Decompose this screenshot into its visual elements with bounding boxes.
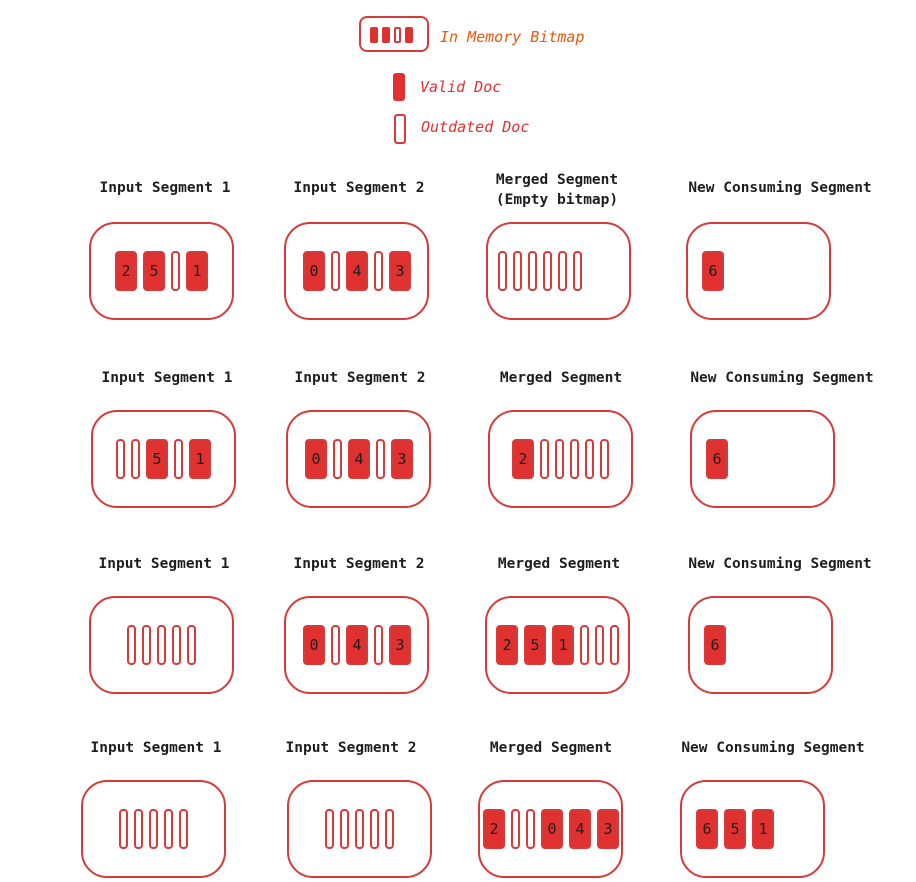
segment-box xyxy=(486,222,631,320)
valid-doc xyxy=(346,251,368,291)
doc-id-label: 4 xyxy=(575,820,585,838)
doc-id-label: 6 xyxy=(712,450,722,468)
outdated-doc xyxy=(595,625,604,665)
segment-title: Input Segment 2 xyxy=(293,180,425,196)
outdated-doc xyxy=(127,625,136,665)
valid-doc xyxy=(189,439,211,479)
segment-box xyxy=(478,780,623,878)
segment-box xyxy=(690,410,835,508)
segment-title: Input Segment 2 xyxy=(294,370,426,386)
segment-title: Merged Segment xyxy=(497,556,621,572)
doc-id-label: 0 xyxy=(309,636,319,654)
doc-id-label: 0 xyxy=(311,450,321,468)
doc-id-label: 2 xyxy=(489,820,499,838)
valid-doc xyxy=(541,809,563,849)
valid-doc xyxy=(552,625,574,665)
doc-id-label: 1 xyxy=(195,450,205,468)
valid-doc xyxy=(496,625,518,665)
doc-id-label: 3 xyxy=(395,636,405,654)
doc-id-label: 2 xyxy=(502,636,512,654)
outdated-doc xyxy=(374,251,383,291)
segment-title: Input Segment 1 xyxy=(99,180,231,196)
valid-doc xyxy=(346,625,368,665)
doc-id-label: 4 xyxy=(352,636,362,654)
outdated-doc xyxy=(331,251,340,291)
segment-box xyxy=(284,222,429,320)
doc-id-label: 2 xyxy=(518,450,528,468)
valid-doc xyxy=(305,439,327,479)
segment-box xyxy=(488,410,633,508)
outdated-doc xyxy=(558,251,567,291)
outdated-doc xyxy=(187,625,196,665)
outdated-doc xyxy=(376,439,385,479)
legend-in-memory-bitmap: In Memory Bitmap xyxy=(440,28,585,46)
segment-box xyxy=(89,596,234,694)
outdated-doc xyxy=(157,625,166,665)
outdated-doc xyxy=(325,809,334,849)
valid-doc xyxy=(146,439,168,479)
segment-box xyxy=(284,596,429,694)
valid-doc xyxy=(696,809,718,849)
outdated-doc xyxy=(333,439,342,479)
segment-box xyxy=(287,780,432,878)
doc-id-label: 4 xyxy=(352,262,362,280)
segment-title: Input Segment 2 xyxy=(293,556,425,572)
outdated-doc xyxy=(142,625,151,665)
segment-title: New Consuming Segment xyxy=(690,370,874,386)
valid-doc xyxy=(524,625,546,665)
doc-id-label: 6 xyxy=(708,262,718,280)
doc-id-label: 5 xyxy=(149,262,159,280)
legend-outdated-doc: Outdated Doc xyxy=(421,118,530,136)
outdated-doc xyxy=(164,809,173,849)
doc-id-label: 6 xyxy=(702,820,712,838)
outdated-doc xyxy=(513,251,522,291)
doc-id-label: 3 xyxy=(395,262,405,280)
outdated-doc xyxy=(498,251,507,291)
segment-title: New Consuming Segment xyxy=(681,740,865,756)
valid-doc xyxy=(752,809,774,849)
segment-title: Input Segment 1 xyxy=(101,370,233,386)
valid-doc xyxy=(391,439,413,479)
outdated-doc xyxy=(172,625,181,665)
doc-id-label: 3 xyxy=(397,450,407,468)
outdated-doc xyxy=(119,809,128,849)
outdated-doc xyxy=(370,809,379,849)
valid-doc xyxy=(704,625,726,665)
valid-doc xyxy=(303,251,325,291)
doc-id-label: 1 xyxy=(558,636,568,654)
doc-id-label: 0 xyxy=(547,820,557,838)
outdated-doc xyxy=(331,625,340,665)
outdated-doc xyxy=(543,251,552,291)
outdated-doc xyxy=(585,439,594,479)
outdated-doc xyxy=(555,439,564,479)
doc-id-label: 6 xyxy=(710,636,720,654)
outdated-doc xyxy=(511,809,520,849)
doc-id-label: 5 xyxy=(530,636,540,654)
outdated-doc xyxy=(174,439,183,479)
segment-title: New Consuming Segment xyxy=(688,180,872,196)
doc-id-label: 1 xyxy=(758,820,768,838)
valid-doc xyxy=(186,251,208,291)
valid-doc xyxy=(702,251,724,291)
valid-doc xyxy=(143,251,165,291)
outdated-doc xyxy=(340,809,349,849)
doc-id-label: 2 xyxy=(121,262,131,280)
outdated-doc xyxy=(149,809,158,849)
outdated-doc xyxy=(600,439,609,479)
outdated-doc xyxy=(355,809,364,849)
outdated-doc xyxy=(385,809,394,849)
segment-title: New Consuming Segment xyxy=(688,556,872,572)
valid-doc xyxy=(512,439,534,479)
segment-box xyxy=(81,780,226,878)
doc-id-label: 4 xyxy=(354,450,364,468)
outdated-doc xyxy=(171,251,180,291)
valid-doc xyxy=(389,625,411,665)
doc-id-label: 3 xyxy=(603,820,613,838)
valid-doc xyxy=(597,809,619,849)
segment-box xyxy=(686,222,831,320)
segment-box xyxy=(286,410,431,508)
valid-doc xyxy=(389,251,411,291)
segment-box xyxy=(91,410,236,508)
outdated-doc xyxy=(526,809,535,849)
outdated-doc xyxy=(580,625,589,665)
valid-doc xyxy=(706,439,728,479)
segment-title: Input Segment 2 xyxy=(285,740,417,756)
segment-box xyxy=(680,780,825,878)
doc-id-label: 5 xyxy=(730,820,740,838)
valid-doc xyxy=(483,809,505,849)
outdated-doc xyxy=(374,625,383,665)
outdated-doc xyxy=(179,809,188,849)
outdated-doc xyxy=(116,439,125,479)
doc-id-label: 1 xyxy=(192,262,202,280)
outdated-doc xyxy=(610,625,619,665)
outdated-doc xyxy=(573,251,582,291)
valid-doc xyxy=(303,625,325,665)
outdated-doc xyxy=(528,251,537,291)
segment-box xyxy=(485,596,630,694)
segment-box xyxy=(688,596,833,694)
valid-doc xyxy=(348,439,370,479)
valid-doc xyxy=(115,251,137,291)
doc-id-label: 5 xyxy=(152,450,162,468)
segment-title: Merged Segment xyxy=(499,370,623,386)
segment-title: Merged Segment xyxy=(489,740,613,756)
outdated-doc xyxy=(540,439,549,479)
doc-id-label: 0 xyxy=(309,262,319,280)
outdated-doc xyxy=(131,439,140,479)
segment-box xyxy=(89,222,234,320)
valid-doc xyxy=(724,809,746,849)
outdated-doc xyxy=(570,439,579,479)
legend-valid-doc: Valid Doc xyxy=(420,78,502,96)
valid-doc xyxy=(569,809,591,849)
segment-title: Input Segment 1 xyxy=(98,556,230,572)
segment-title: Merged Segment (Empty bitmap) xyxy=(495,172,619,208)
segment-title: Input Segment 1 xyxy=(90,740,222,756)
outdated-doc xyxy=(134,809,143,849)
